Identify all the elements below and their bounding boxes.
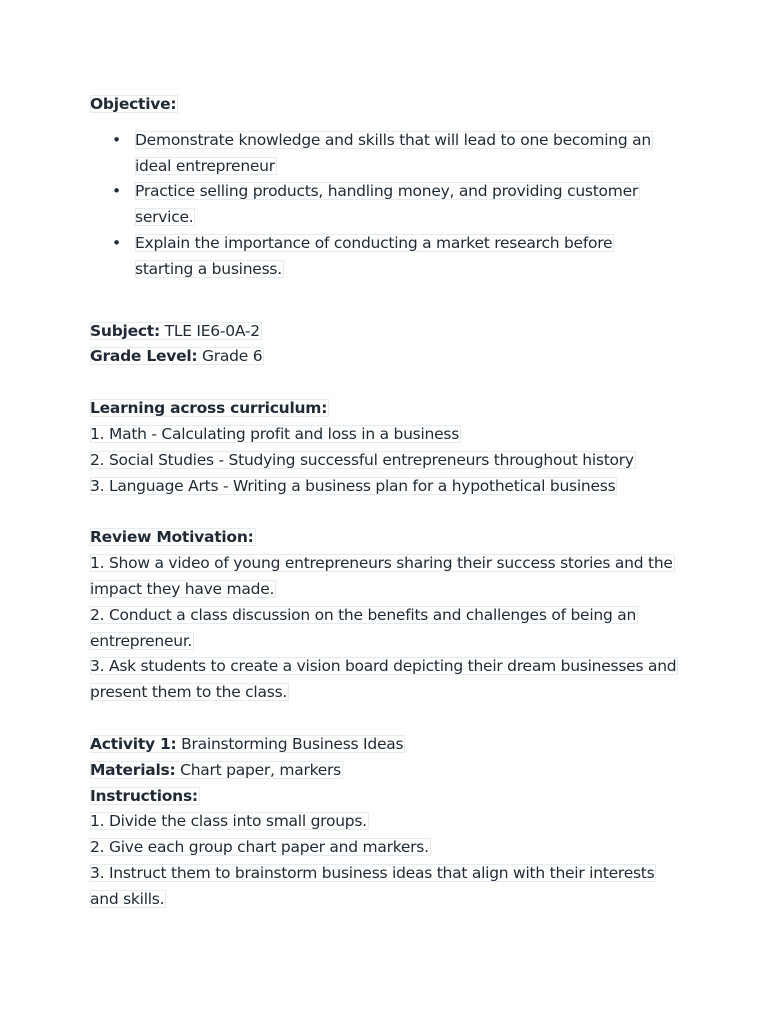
objective-item-3: Explain the importance of conducting a market research before starting a business.: [135, 233, 613, 278]
review-heading: Review Motivation:: [90, 528, 254, 547]
subject-label: Subject:: [90, 321, 160, 340]
activity-section: [90, 732, 688, 913]
objective-section: [90, 92, 688, 283]
objective-item-1: Demonstrate knowledge and skills that will lead to one becoming an ideal entrepreneur: [135, 130, 651, 175]
review-item-2: 2. Conduct a class discussion on the benefits and challenges of being an entrepreneur.: [90, 605, 637, 650]
review-section: [90, 525, 688, 706]
instructions-heading: Instructions:: [90, 786, 198, 805]
objective-heading: Objective:: [90, 95, 177, 113]
learning-item-1: 1. Math - Calculating profit and loss in a business: [90, 424, 460, 443]
instruction-step-3: 3. Instruct them to brainstorm business ideas that align with their interests and skills.: [90, 863, 655, 908]
activity-title: Brainstorming Business Ideas: [176, 734, 404, 753]
learning-section: [90, 396, 688, 499]
list-item: [90, 179, 675, 231]
objective-list: [90, 128, 688, 283]
learning-heading: Learning across curriculum:: [90, 399, 328, 418]
info-section: [90, 319, 688, 371]
grade-label: Grade Level:: [90, 347, 198, 366]
review-item-1: 1. Show a video of young entrepreneurs sharing their success stories and the impact they have made.: [90, 554, 673, 598]
grade-value: Grade 6: [197, 347, 263, 366]
bullet-icon: •: [112, 130, 121, 149]
instruction-step-1: 1. Divide the class into small groups.: [90, 812, 367, 831]
materials-label: Materials:: [90, 760, 176, 779]
subject-value: TLE IE6-0A-2: [159, 321, 260, 340]
bullet-icon: •: [112, 233, 121, 252]
review-item-3: 3. Ask students to create a vision board depicting their dream businesses and present them to the class.: [90, 657, 677, 702]
learning-item-2: 2. Social Studies - Studying successful entrepreneurs throughout history: [90, 450, 634, 469]
bullet-icon: •: [112, 182, 121, 201]
activity-label: Activity 1:: [90, 734, 177, 753]
instruction-step-2: 2. Give each group chart paper and markers.: [90, 838, 429, 857]
materials-value: Chart paper, markers: [175, 760, 341, 779]
list-item: [90, 128, 675, 180]
learning-item-3: 3. Language Arts - Writing a business plan for a hypothetical business: [90, 476, 616, 495]
objective-item-2: Practice selling products, handling money, and providing customer service.: [135, 182, 639, 227]
list-item: [90, 231, 675, 283]
